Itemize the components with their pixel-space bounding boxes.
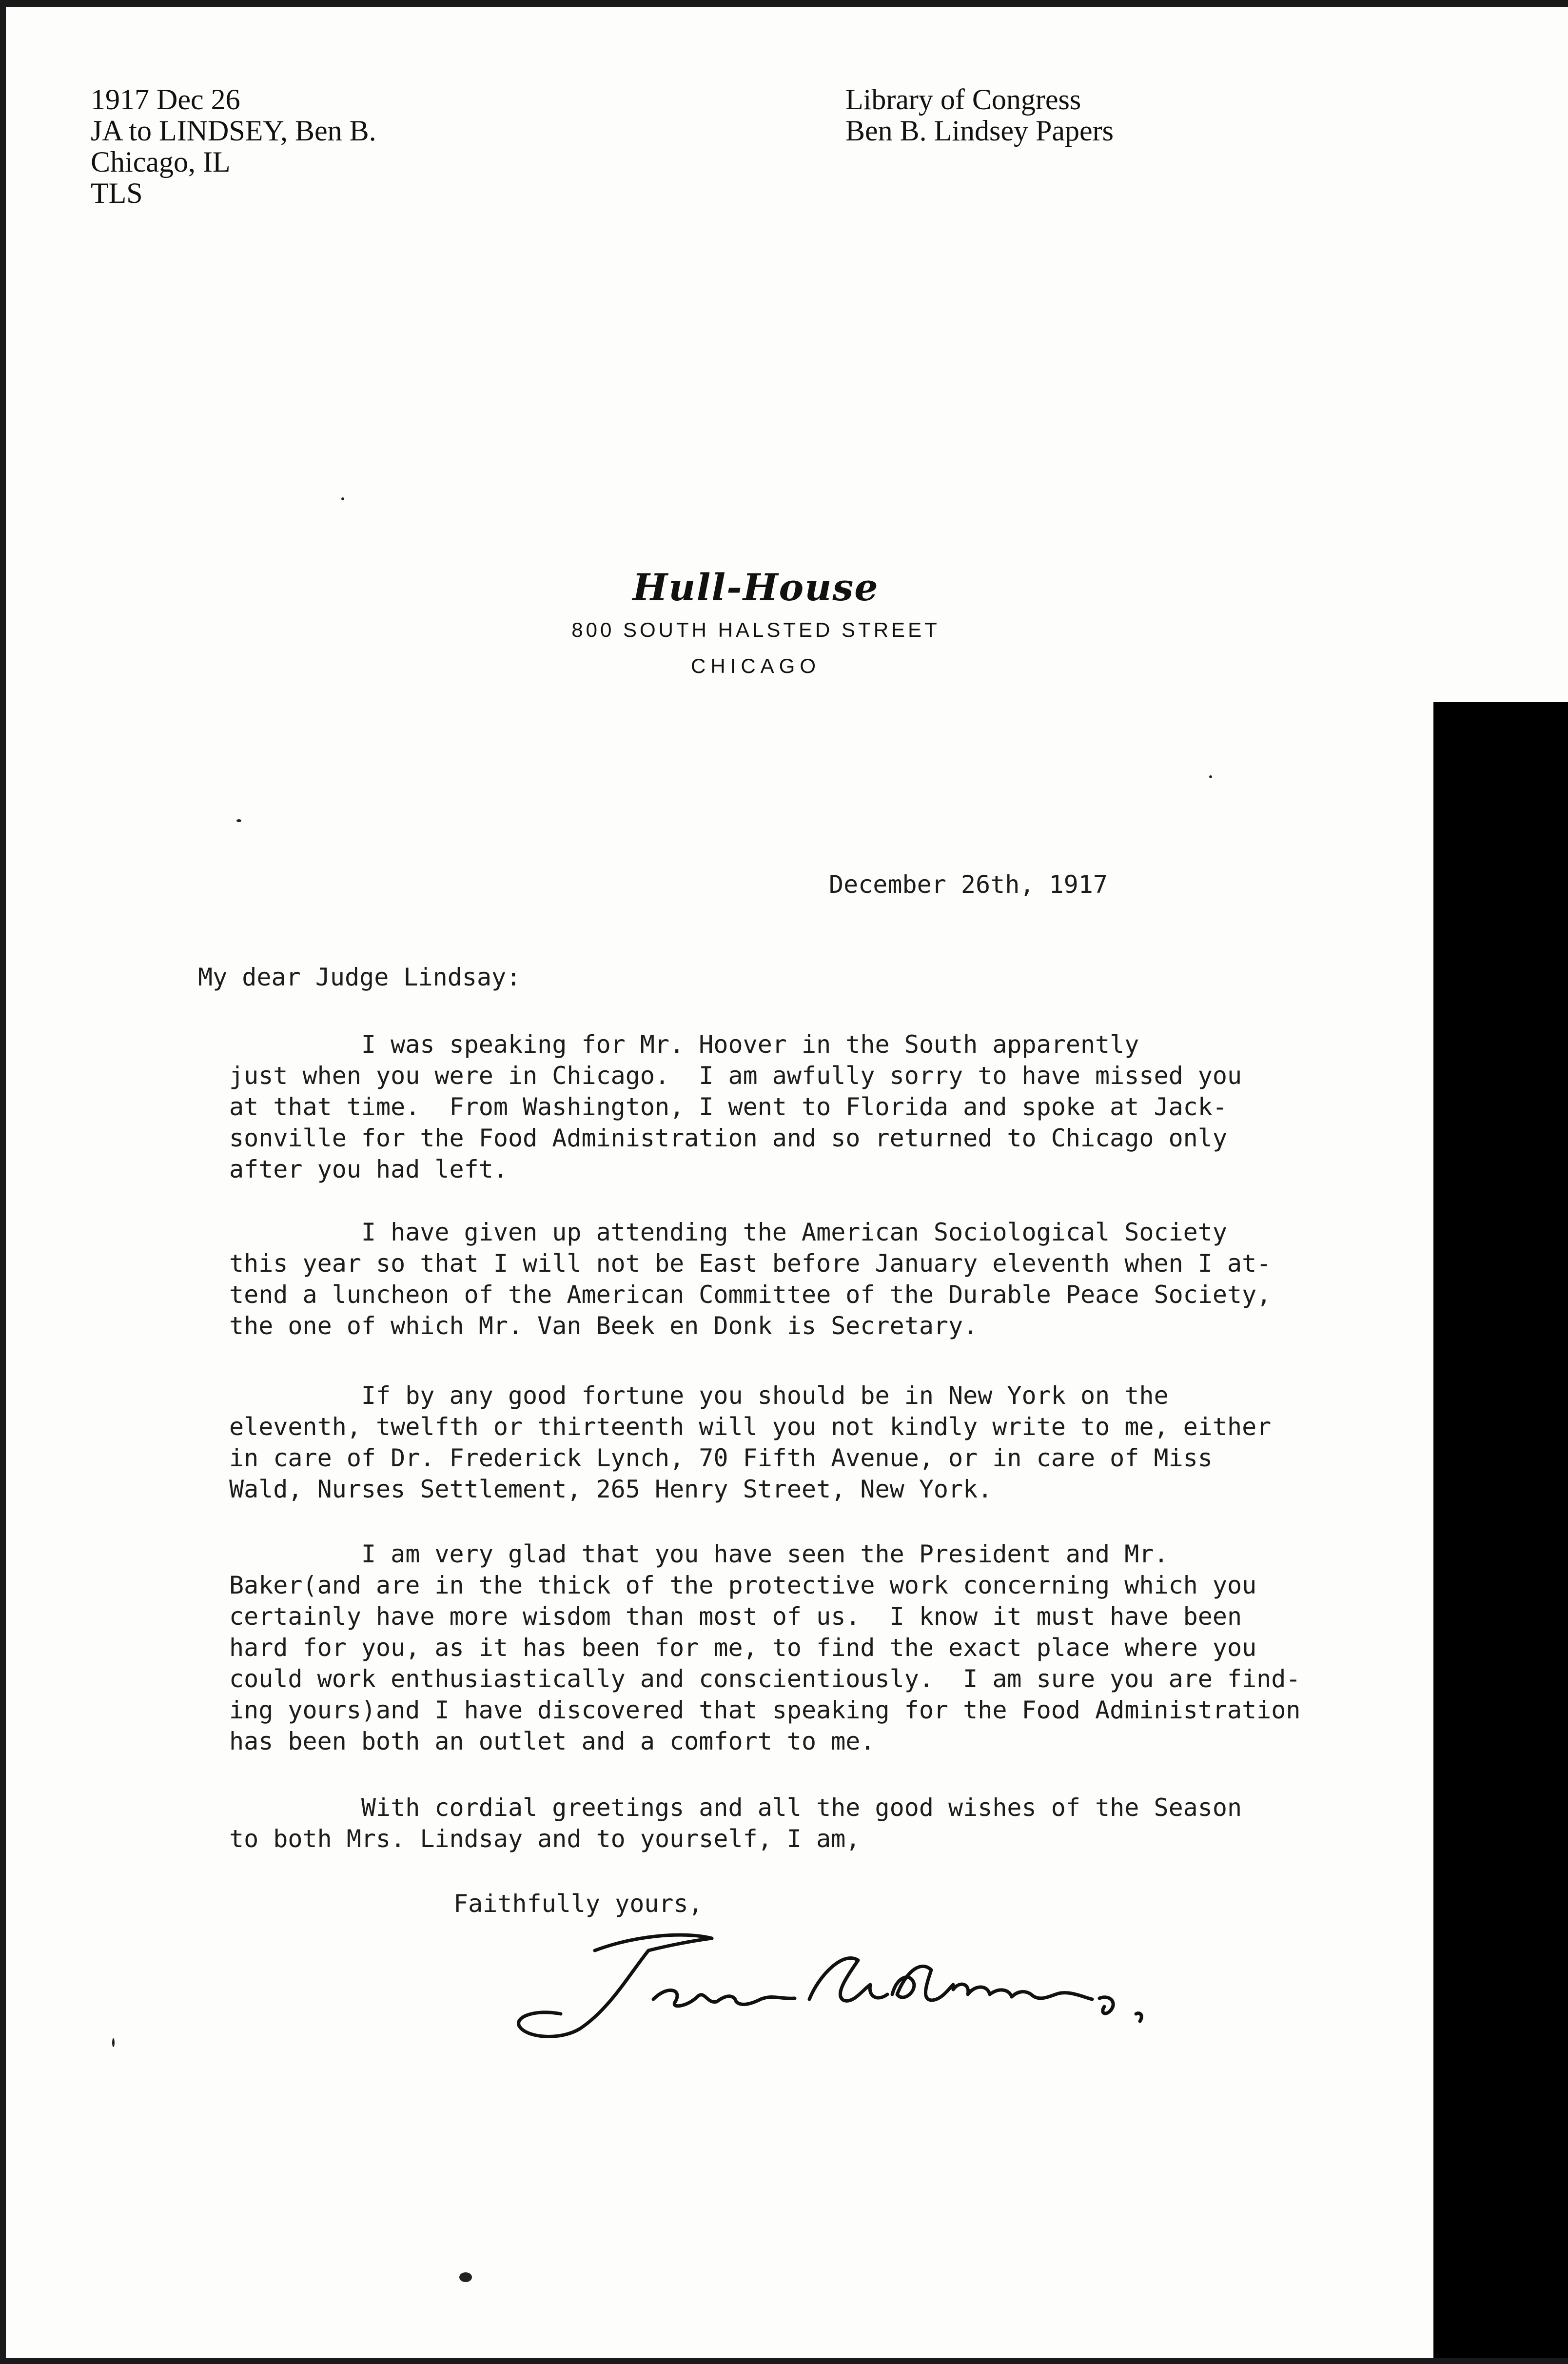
citation-place: Chicago, IL [91,146,231,178]
letter-paragraph-3: If by any good fortune you should be in New York on the eleventh, twelfth or thirteenth will you not kindly write to me, either in care of Dr. Frederick Lynch, 70 Fifth Avenue, or in care of Miss Wald, Nurses Settlement, 265 Henry Street, New York. [229,1381,1272,1503]
letterhead-name: Hull-House [632,566,879,609]
citation-format: TLS [91,177,143,209]
ink-speck [112,2038,115,2047]
ink-speck [459,2272,472,2282]
scan-border-left [0,0,6,2364]
letter-page-margin [1433,0,1568,702]
scan-border-top [0,0,1568,7]
ink-speck [1209,775,1212,778]
archive-citation [91,84,376,209]
handwritten-signature [507,1916,1219,2063]
citation-correspondents: JA to LINDSEY, Ben B. [91,115,376,147]
letter-paragraph-5: With cordial greetings and all the good wishes of the Season to both Mrs. Lindsay and to yourself, I am, [229,1793,1242,1853]
citation-date: 1917 Dec 26 [91,83,240,116]
letter-salutation: My dear Judge Lindsay: [198,963,521,991]
letter-closing: Faithfully yours, [453,1890,703,1918]
archive-repository [845,84,1114,146]
ink-speck [236,819,241,822]
ink-speck [341,497,344,500]
letter-paragraph-4: I am very glad that you have seen the President and Mr. Baker(and are in the thick of the protective work concerning which you certainly have more wisdom than most of us. I know it must have been hard for you, as it has been for me, to find the exact place where you could work enthusiastically and conscientiously. I am sure you are find- ing yours)and I have discovered that speaking for the Food Administration has been both an outlet and a comfort to me. [229,1540,1301,1755]
letterhead-city: CHICAGO [690,654,821,677]
letter-paragraph-2: I have given up attending the American Sociological Society this year so that I will not be East before January eleventh when I at- tend a luncheon of the American Committee of the Durable Peace Society, the one of which Mr. Van Beek en Donk is Secretary. [229,1218,1272,1340]
letterhead-street: 800 SOUTH HALSTED STREET [571,618,940,641]
repository-name: Library of Congress [845,83,1081,116]
letter-date: December 26th, 1917 [829,870,1108,899]
collection-name: Ben B. Lindsey Papers [845,115,1114,147]
scan-border-bottom [0,2358,1568,2364]
letter-paragraph-1: I was speaking for Mr. Hoover in the South apparently just when you were in Chicago. I am awfully sorry to have missed you at that time. From Washington, I went to Florida and spoke at Jack- sonville for the Food Administration and so returned to Chicago only after you had left. [229,1030,1242,1183]
letterhead [536,566,975,681]
